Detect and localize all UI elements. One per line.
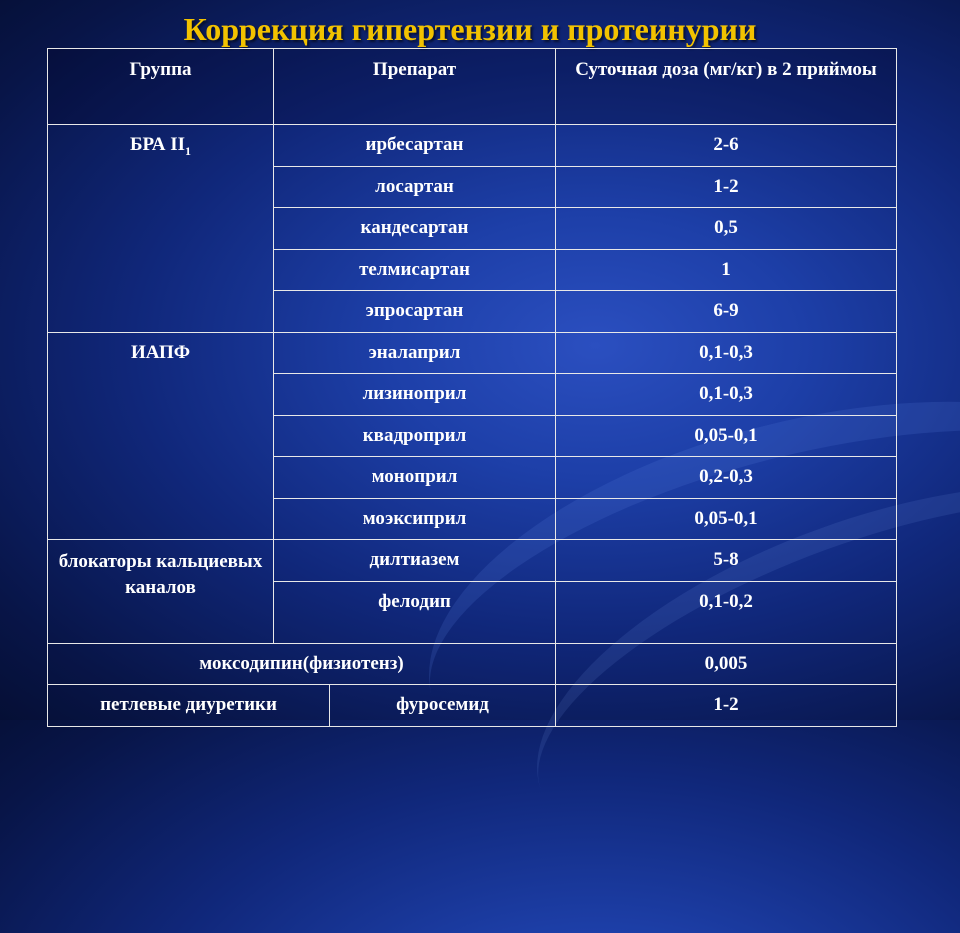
drug-cell: телмисартан [274, 249, 556, 291]
dose-cell: 6-9 [556, 291, 897, 333]
table-row [48, 125, 897, 167]
drug-cell: фелодип [274, 581, 556, 643]
table-row [48, 540, 897, 582]
group-label-bra: БРА II [130, 134, 185, 155]
dose-table [47, 48, 897, 727]
drug-cell: лосартан [274, 166, 556, 208]
dose-cell: 0,1-0,2 [556, 581, 897, 643]
dose-cell: 1-2 [556, 166, 897, 208]
group-subscript-bra: 1 [185, 143, 191, 158]
drug-cell: моэксиприл [274, 498, 556, 540]
group-cell-bra [48, 125, 274, 333]
drug-cell: моноприл [274, 457, 556, 499]
dose-cell: 2-6 [556, 125, 897, 167]
loop-diuretics-cell [48, 685, 556, 727]
drug-cell: фуросемид [396, 694, 489, 715]
drug-cell: эналаприл [274, 332, 556, 374]
group-cell-calcium: блокаторы кальциевых каналов [48, 540, 274, 644]
table-row [48, 643, 897, 685]
drug-cell: квадроприл [274, 415, 556, 457]
table-header-row [48, 49, 897, 125]
group-cell-loop: петлевые диуретики [48, 685, 330, 726]
header-drug: Препарат [274, 49, 556, 125]
drug-cell-merged: моксодипин(физиотенз) [48, 643, 556, 685]
group-cell-iapf: ИАПФ [48, 332, 274, 540]
dose-cell: 0,1-0,3 [556, 332, 897, 374]
dose-cell: 0,05-0,1 [556, 415, 897, 457]
dose-cell: 0,05-0,1 [556, 498, 897, 540]
drug-cell: эпросартан [274, 291, 556, 333]
table-row [48, 685, 897, 727]
dose-cell: 1-2 [556, 685, 897, 727]
table-row [48, 332, 897, 374]
dose-cell: 0,005 [556, 643, 897, 685]
dose-cell: 5-8 [556, 540, 897, 582]
dose-cell: 0,5 [556, 208, 897, 250]
header-dose: Суточная доза (мг/кг) в 2 приймоы [556, 49, 897, 125]
drug-cell: дилтиазем [274, 540, 556, 582]
drug-cell: ирбесартан [274, 125, 556, 167]
dose-cell: 0,2-0,3 [556, 457, 897, 499]
drug-cell: лизиноприл [274, 374, 556, 416]
dose-cell: 0,1-0,3 [556, 374, 897, 416]
drug-cell: кандесартан [274, 208, 556, 250]
dose-cell: 1 [556, 249, 897, 291]
header-group: Группа [48, 49, 274, 125]
slide-title: Коррекция гипертензии и протеинурии [183, 11, 757, 47]
